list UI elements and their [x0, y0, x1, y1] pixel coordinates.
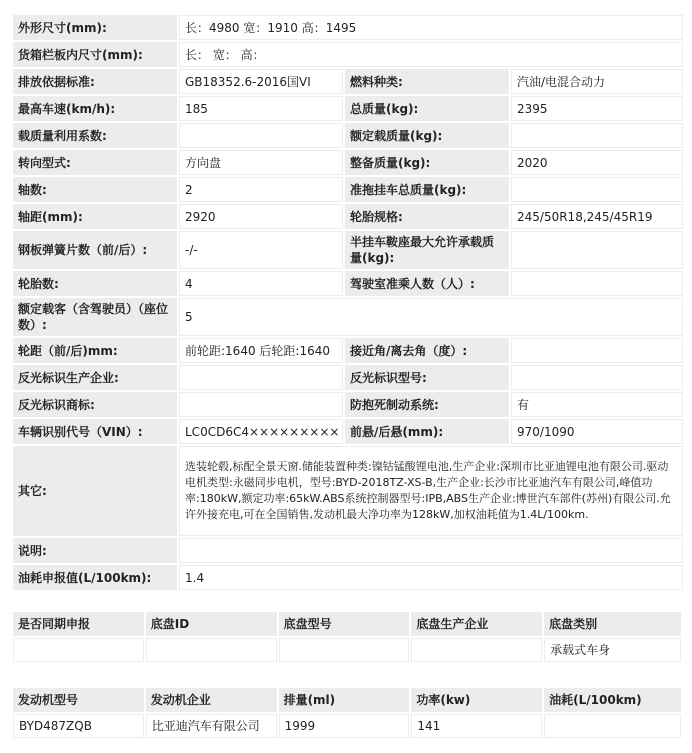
spec-row-steering — [13, 150, 683, 175]
engine-header-cell: 发动机企业 — [146, 688, 277, 712]
overhang-label: 前悬/后悬(mm): — [345, 419, 509, 444]
spec-row-other — [13, 446, 683, 536]
overhang-value: 970/1090 — [511, 419, 683, 444]
spec-row-emission — [13, 69, 683, 94]
spec-row-wheelbase — [13, 204, 683, 229]
emission-value: GB18352.6-2016国VI — [179, 69, 343, 94]
curb-label: 整备质量(kg): — [345, 150, 509, 175]
vehicle-spec-table — [11, 13, 685, 592]
reflector-mark-label: 反光标识商标: — [13, 392, 177, 417]
emission-label: 排放依据标准: — [13, 69, 177, 94]
track-value: 前轮距:1640 后轮距:1640 — [179, 338, 343, 363]
fuel-label: 燃料种类: — [345, 69, 509, 94]
spec-row-track — [13, 338, 683, 363]
spec-row-cargo — [13, 42, 683, 67]
spec-row-dimensions — [13, 15, 683, 40]
engine-table — [11, 686, 683, 740]
tire-label: 轮胎规格: — [345, 204, 509, 229]
tire-value: 245/50R18,245/45R19 — [511, 204, 683, 229]
spec-row-tirecount — [13, 271, 683, 296]
loadcoef-label: 载质量利用系数: — [13, 123, 177, 148]
spec-row-speed — [13, 96, 683, 121]
spec-row-load — [13, 123, 683, 148]
chassis-header-row — [13, 612, 681, 636]
reflector-mark-value — [179, 392, 343, 417]
reflector-co-label: 反光标识生产企业: — [13, 365, 177, 390]
chassis-cell — [279, 638, 410, 662]
note-label: 说明: — [13, 538, 177, 563]
engine-cell: 141 — [411, 714, 542, 738]
loadcoef-value — [179, 123, 343, 148]
reflector-model-value — [511, 365, 683, 390]
steering-value: 方向盘 — [179, 150, 343, 175]
table-row — [13, 714, 681, 738]
engine-header-row — [13, 688, 681, 712]
ratedload-value — [511, 123, 683, 148]
axles-value: 2 — [179, 177, 343, 202]
seats-value: 5 — [179, 298, 683, 336]
other-value: 选装轮毂,标配全景天窗.储能装置种类:镍钴锰酸锂电池,生产企业:深圳市比亚迪锂电池有限公司.驱动电机类型:永磁同步电机，型号:BYD-2018TZ-XS-B,生产企业:长沙市比亚迪汽车有限公司,峰值功率:180kW,额定功率:65kW.ABS系统控制器型号:IPB,ABS生产企业:博世汽车部件(苏州)有限公司.允许外接充电,可在全国销售,发动机最大净功率为128kW,加权油耗值为1.4L/100km. — [179, 446, 683, 536]
reflector-model-label: 反光标识型号: — [345, 365, 509, 390]
spec-row-abs — [13, 392, 683, 417]
cab-value — [511, 271, 683, 296]
maxspeed-value: 185 — [179, 96, 343, 121]
saddle-label: 半挂车鞍座最大允许承载质量(kg): — [345, 231, 509, 269]
spec-row-note — [13, 538, 683, 563]
spring-label: 钢板弹簧片数（前/后）: — [13, 231, 177, 269]
abs-value: 有 — [511, 392, 683, 417]
chassis-header-cell: 底盘ID — [146, 612, 277, 636]
engine-cell: 比亚迪汽车有限公司 — [146, 714, 277, 738]
note-value — [179, 538, 683, 563]
axles-label: 轴数: — [13, 177, 177, 202]
spec-row-axles — [13, 177, 683, 202]
steering-label: 转向型式: — [13, 150, 177, 175]
gross-value: 2395 — [511, 96, 683, 121]
chassis-cell — [146, 638, 277, 662]
fuelrate-label: 油耗申报值(L/100km): — [13, 565, 177, 590]
dimensions-value: 长：4980 宽：1910 高：1495 — [179, 15, 683, 40]
other-label: 其它: — [13, 446, 177, 536]
seats-label: 额定载客（含驾驶员）（座位数）: — [13, 298, 177, 336]
track-label: 轮距（前/后)mm: — [13, 338, 177, 363]
spec-row-vin — [13, 419, 683, 444]
fuelrate-value: 1.4 — [179, 565, 683, 590]
abs-label: 防抱死制动系统: — [345, 392, 509, 417]
chassis-cell: 承载式车身 — [544, 638, 681, 662]
chassis-table — [11, 610, 683, 664]
vin-value: LC0CD6C4××××××××× — [179, 419, 343, 444]
saddle-value — [511, 231, 683, 269]
wheelbase-value: 2920 — [179, 204, 343, 229]
curb-value: 2020 — [511, 150, 683, 175]
engine-header-cell: 排量(ml) — [279, 688, 410, 712]
spec-row-fuelrate — [13, 565, 683, 590]
spec-row-seats — [13, 298, 683, 336]
chassis-header-cell: 是否同期申报 — [13, 612, 144, 636]
vin-label: 车辆识别代号（VIN）: — [13, 419, 177, 444]
chassis-cell — [411, 638, 542, 662]
cab-label: 驾驶室准乘人数（人）: — [345, 271, 509, 296]
chassis-header-cell: 底盘生产企业 — [411, 612, 542, 636]
gross-label: 总质量(kg): — [345, 96, 509, 121]
cargo-label: 货箱栏板内尺寸(mm): — [13, 42, 177, 67]
cargo-value: 长： 宽： 高： — [179, 42, 683, 67]
angle-label: 接近角/离去角（度）: — [345, 338, 509, 363]
engine-cell: BYD487ZQB — [13, 714, 144, 738]
spring-value: -/- — [179, 231, 343, 269]
angle-value — [511, 338, 683, 363]
engine-header-cell: 功率(kw) — [411, 688, 542, 712]
engine-header-cell: 发动机型号 — [13, 688, 144, 712]
trailer-value — [511, 177, 683, 202]
wheelbase-label: 轴距(mm): — [13, 204, 177, 229]
engine-cell — [544, 714, 681, 738]
trailer-label: 准拖挂车总质量(kg): — [345, 177, 509, 202]
spec-row-spring — [13, 231, 683, 269]
chassis-header-cell: 底盘型号 — [279, 612, 410, 636]
engine-header-cell: 油耗(L/100km) — [544, 688, 681, 712]
tirecount-value: 4 — [179, 271, 343, 296]
ratedload-label: 额定载质量(kg): — [345, 123, 509, 148]
spec-row-reflector — [13, 365, 683, 390]
reflector-co-value — [179, 365, 343, 390]
chassis-cell — [13, 638, 144, 662]
tirecount-label: 轮胎数: — [13, 271, 177, 296]
maxspeed-label: 最高车速(km/h): — [13, 96, 177, 121]
fuel-value: 汽油/电混合动力 — [511, 69, 683, 94]
dimensions-label: 外形尺寸(mm): — [13, 15, 177, 40]
table-row — [13, 638, 681, 662]
engine-cell: 1999 — [279, 714, 410, 738]
chassis-header-cell: 底盘类别 — [544, 612, 681, 636]
